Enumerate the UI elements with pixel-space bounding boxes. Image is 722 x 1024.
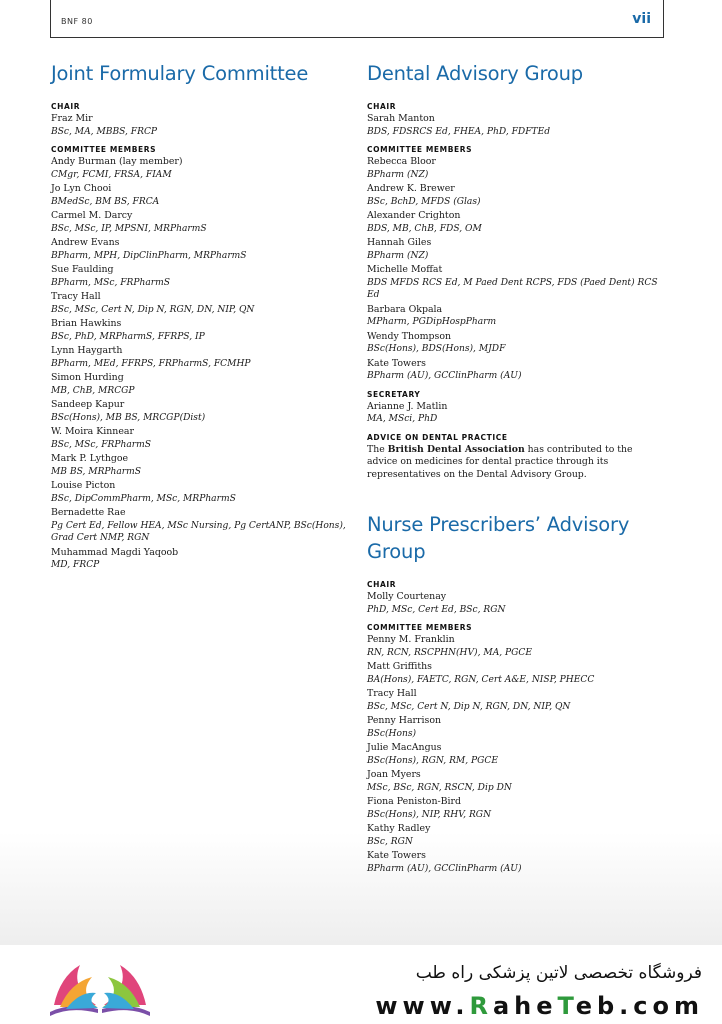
member-name: Louise Picton	[51, 480, 116, 491]
member-name: Kate Towers	[367, 357, 426, 369]
member-credentials: BPharm, MEd, FFRPS, FRPharmS, FCMHP	[51, 358, 251, 369]
member-name: Andrew K. Brewer	[367, 183, 455, 194]
member-credentials: BSc, MSc, Cert N, Dip N, RGN, DN, NIP, QN	[51, 304, 255, 315]
member-entry	[367, 304, 667, 329]
member-credentials: BPharm (AU), GCClinPharm (AU)	[367, 371, 522, 381]
member-entry	[367, 183, 667, 208]
dag-secretary	[367, 401, 667, 426]
member-name: Bernadette Rae	[51, 507, 126, 518]
member-name: Fraz Mir	[51, 113, 93, 124]
dag-chair-label: CHAIR	[367, 102, 397, 111]
member-credentials: BSc(Hons), MB BS, MRCGP(Dist)	[51, 412, 206, 423]
member-name: Andrew Evans	[51, 237, 120, 248]
jfc-chair	[51, 113, 351, 138]
npag-members-label: COMMITTEE MEMBERS	[367, 623, 473, 633]
member-credentials: BPharm (NZ)	[367, 169, 429, 180]
member-credentials: Pg Cert Ed, Fellow HEA, MSc Nursing, Pg CertANP, BSc(Hons), Grad Cert NMP, RGN	[51, 520, 346, 543]
dag-member-list	[367, 156, 667, 383]
advice-organisation: British Dental Association	[387, 443, 525, 455]
member-name: Sandeep Kapur	[51, 399, 125, 410]
member-entry	[51, 453, 351, 478]
shop-url	[375, 992, 704, 1020]
npag-chair	[367, 591, 667, 616]
member-name: Penny M. Franklin	[367, 634, 455, 646]
dag-chair	[367, 113, 667, 138]
member-credentials: BDS, FDSRCS Ed, FHEA, PhD, FDFTEd	[367, 126, 551, 137]
dag-members-label: COMMITTEE MEMBERS	[367, 145, 473, 154]
member-name: Kathy Radley	[367, 823, 431, 835]
npag-chair-label: CHAIR	[367, 580, 397, 590]
member-name: Carmel M. Darcy	[51, 210, 133, 221]
member-entry	[367, 715, 667, 740]
page-header	[50, 0, 664, 38]
npag-heading: Nurse Prescribers’ Advisory Group	[367, 513, 630, 564]
dag-advice-text	[367, 444, 647, 482]
open-book-logo-icon	[40, 957, 160, 1017]
member-credentials: BSc, BchD, MFDS (Glas)	[367, 196, 481, 207]
member-credentials: BSc, DipCommPharm, MSc, MRPharmS	[51, 493, 236, 504]
member-credentials: RN, RCN, RSCPHN(HV), MA, PGCE	[367, 647, 533, 658]
member-entry	[51, 183, 351, 208]
member-credentials: BSc, MSc, FRPharmS	[51, 439, 151, 450]
member-entry	[51, 399, 351, 424]
member-entry	[367, 331, 667, 356]
url-letter-r: R	[469, 992, 493, 1020]
member-entry	[367, 634, 667, 659]
member-entry	[367, 769, 667, 794]
shop-banner	[0, 945, 722, 1024]
member-entry	[51, 480, 351, 505]
member-credentials: BSc(Hons), RGN, RM, PGCE	[367, 755, 498, 766]
member-credentials: BSc(Hons), NIP, RHV, RGN	[367, 809, 492, 820]
member-name: Jo Lyn Chooi	[51, 183, 112, 194]
member-entry	[51, 345, 351, 370]
dag-heading: Dental Advisory Group	[367, 62, 583, 85]
member-name: Tracy Hall	[367, 688, 417, 700]
member-credentials: MD, FRCP	[51, 560, 100, 570]
member-entry	[51, 426, 351, 451]
member-entry	[51, 507, 351, 545]
member-name: Alexander Crighton	[367, 210, 461, 221]
jfc-chair-label: CHAIR	[51, 102, 81, 111]
member-entry	[367, 358, 667, 383]
member-name: Michelle Moffat	[367, 264, 443, 275]
member-name: Julie MacAngus	[367, 742, 442, 754]
member-name: Sarah Manton	[367, 113, 435, 124]
member-name: W. Moira Kinnear	[51, 426, 134, 437]
member-credentials: BSc, RGN	[367, 836, 413, 847]
member-name: Mark P. Lythgoe	[51, 453, 129, 464]
running-head: BNF 80	[61, 17, 93, 26]
dag-secretary-label: SECRETARY	[367, 389, 421, 399]
member-name: Molly Courtenay	[367, 591, 447, 603]
member-credentials: BSc(Hons), BDS(Hons), MJDF	[367, 344, 506, 354]
url-letter-t: T	[557, 992, 576, 1020]
member-credentials: BPharm (AU), GCClinPharm (AU)	[367, 863, 522, 874]
url-prefix: www.	[375, 992, 470, 1020]
member-name: Brian Hawkins	[51, 318, 122, 329]
advice-text-end: has contributed to the advice on medicines for dental practice through its representatives on the Dental Advisory Group.	[367, 443, 633, 480]
member-name: Simon Hurding	[51, 372, 124, 383]
member-entry	[51, 372, 351, 397]
member-name: Sue Faulding	[51, 264, 114, 275]
member-credentials: BPharm, MSc, FRPharmS	[51, 277, 171, 288]
member-name: Wendy Thompson	[367, 330, 452, 342]
member-name: Hannah Giles	[367, 237, 432, 248]
member-credentials: BDS, MB, ChB, FDS, OM	[367, 223, 482, 234]
npag-member-list	[367, 634, 667, 875]
jfc-members-label: COMMITTEE MEMBERS	[51, 145, 157, 154]
member-entry	[367, 823, 667, 848]
member-name: Arianne J. Matlin	[367, 400, 448, 412]
member-name: Matt Griffiths	[367, 661, 432, 673]
member-credentials: CMgr, FCMI, FRSA, FIAM	[51, 169, 172, 180]
right-column	[367, 60, 667, 877]
member-credentials: BSc, MSc, Cert N, Dip N, RGN, DN, NIP, QN	[367, 701, 571, 712]
url-suffix: eb.com	[575, 992, 704, 1020]
member-credentials: BMedSc, BM BS, FRCA	[51, 196, 160, 207]
member-entry	[367, 264, 667, 302]
member-credentials: PhD, MSc, Cert Ed, BSc, RGN	[367, 604, 506, 615]
member-entry	[367, 688, 667, 713]
member-entry	[367, 850, 667, 875]
member-name: Joan Myers	[367, 769, 421, 781]
member-name: Kate Towers	[367, 850, 426, 862]
member-credentials: MPharm, PGDipHospPharm	[367, 317, 497, 327]
advice-text-start: The	[367, 443, 388, 455]
member-name: Penny Harrison	[367, 715, 442, 727]
member-entry	[367, 210, 667, 235]
member-credentials: BDS MFDS RCS Ed, M Paed Dent RCPS, FDS (Paed Dent) RCS Ed	[367, 277, 658, 300]
member-entry	[367, 661, 667, 686]
member-credentials: BSc, MSc, IP, MPSNI, MRPharmS	[51, 223, 207, 234]
member-name: Tracy Hall	[51, 291, 101, 302]
member-credentials: BSc, PhD, MRPharmS, FFRPS, IP	[51, 331, 205, 342]
member-credentials: BA(Hons), FAETC, RGN, Cert A&E, NISP, PHECC	[367, 674, 595, 685]
member-entry	[51, 318, 351, 343]
member-credentials: BSc, MA, MBBS, FRCP	[51, 126, 158, 137]
member-credentials: BPharm (NZ)	[367, 250, 429, 261]
member-entry	[51, 547, 351, 572]
member-entry	[51, 237, 351, 262]
member-entry	[367, 156, 667, 181]
shop-title: فروشگاه تخصصی لاتین پزشکی راه طب	[415, 963, 702, 983]
url-ahe: ahe	[492, 992, 558, 1020]
member-entry	[367, 742, 667, 767]
member-credentials: MSc, BSc, RGN, RSCN, Dip DN	[367, 782, 512, 793]
member-entry	[367, 237, 667, 262]
member-entry	[51, 156, 351, 181]
member-credentials: BPharm, MPH, DipClinPharm, MRPharmS	[51, 250, 247, 261]
left-column	[51, 60, 351, 574]
member-credentials: BSc(Hons)	[367, 728, 417, 739]
member-credentials: MB BS, MRPharmS	[51, 466, 142, 477]
jfc-member-list	[51, 156, 351, 572]
page-number: vii	[632, 11, 651, 27]
dag-advice-label: ADVICE ON DENTAL PRACTICE	[367, 432, 508, 442]
member-name: Barbara Okpala	[367, 303, 443, 315]
member-name: Fiona Peniston-Bird	[367, 796, 462, 808]
member-entry	[51, 264, 351, 289]
member-entry	[367, 796, 667, 821]
member-credentials: MB, ChB, MRCGP	[51, 385, 135, 396]
jfc-heading: Joint Formulary Committee	[51, 62, 309, 85]
member-credentials: MA, MSci, PhD	[367, 414, 438, 424]
member-name: Rebecca Bloor	[367, 156, 436, 167]
member-name: Lynn Haygarth	[51, 345, 123, 356]
member-entry	[51, 210, 351, 235]
member-name: Muhammad Magdi Yaqoob	[51, 546, 179, 558]
member-name: Andy Burman (lay member)	[51, 156, 183, 167]
member-entry	[51, 291, 351, 316]
